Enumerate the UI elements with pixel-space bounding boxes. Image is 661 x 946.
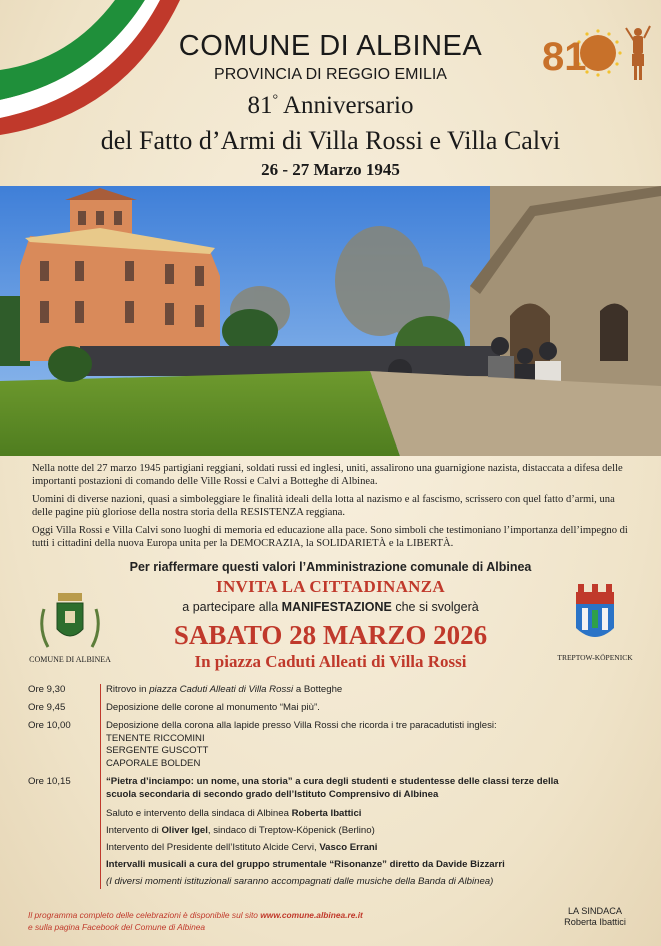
anniversary-title [0,92,661,120]
villa-rossi-photo [0,186,661,456]
desc-text: , sindaco di Treptow-Köpenick (Berlino) [207,825,375,836]
program-divider [100,684,101,889]
program-desc [106,842,636,855]
event-date: SABATO 28 MARZO 2026 [173,620,488,650]
desc-text: Saluto e intervento della sindaca di Albinea [106,808,292,819]
website-link[interactable]: www.comune.albinea.re.it [260,910,363,920]
program-desc [106,825,636,838]
logo-number: 81 [542,35,587,79]
program-desc [106,776,636,801]
speaker-name: Oliver Igel [161,825,208,836]
program-note: (I diversi momenti istituzionali saranno accompagnati dalle musiche della Banda di Albinea) [106,876,494,887]
program-time: Ore 9,30 [28,684,66,695]
paratrooper-name: SERGENTE GUSCOTT [106,745,209,756]
signature-name: Roberta Ibattici [564,917,626,927]
albinea-crest-label: COMUNE DI ALBINEA [29,655,111,664]
desc-text: scuola secondaria di secondo grado dell’Istituto Comprensivo di Albinea [106,788,439,800]
invite-text: che si svolgerà [391,600,479,614]
desc-text: Deposizione della corona alla lapide presso Villa Rossi che ricorda i tre paracadutisti inglesi: [106,720,497,731]
footer-text: Il programma completo delle celebrazioni è disponibile sul sito [28,910,261,920]
program-desc: Intervalli musicali a cura del gruppo strumentale “Risonanze” diretto da Davide Bizzarri [106,859,505,870]
speaker-name: Vasco Errani [319,842,378,853]
invite-event-word: MANIFESTAZIONE [281,600,392,614]
desc-text: Ritrovo in [106,684,150,695]
desc-text: Intervento di [106,825,162,836]
degree-sign: ° [272,92,279,108]
desc-text: a Botteghe [293,684,343,695]
desc-text: “Pietra d’inciampo: un nome, una storia” a cura degli studenti e studentesse delle classi terze della [106,776,559,787]
program-desc: Deposizione delle corone al monumento “Mai più”. [106,702,320,713]
event-place: In piazza Caduti Alleati di Villa Rossi [194,652,467,671]
event-title: del Fatto d’Armi di Villa Rossi e Villa Calvi [100,126,561,155]
province-subtitle: PROVINCIA DI REGGIO EMILIA [214,66,447,83]
anniversary-word: Anniversario [278,92,414,119]
footer-note [28,909,448,933]
invite-text: a partecipare alla [182,600,282,614]
signature [540,906,650,928]
intro-paragraph: Uomini di diverse nazioni, quasi a simboleggiare le finalità ideali della lotta al nazismo e al fascismo, scrissero con quel fatto d’armi, una delle pagine più gloriose della nostra storia della RESISTENZA reggiana. [32,494,615,518]
program-time: Ore 10,00 [28,720,71,731]
program-time: Ore 10,15 [28,776,71,787]
anniversary-number: 81 [247,92,273,119]
signature-title: LA SINDACA [567,906,623,916]
desc-place: piazza Caduti Alleati di Villa Rossi [149,684,294,695]
bagpiper-icon [626,26,650,80]
intro-paragraph: Nella notte del 27 marzo 1945 partigiani reggiani, soldati russi ed inglesi, uniti, assalirono una guarnigione nazista, distaccata a difesa delle importanti postazioni di comando delle Ville Rossi e Calvi a Botteghe di Albinea. [32,463,623,487]
intro-paragraph: Oggi Villa Rossi e Villa Calvi sono luoghi di memoria ed educazione alla pace. Sono simboli che testimoniano l’importanza dell’impegno di tutti i cittadini della nuova Europa unita per la DEMOCRAZIA, la SOLIDARIETÀ e la LIBERTÀ. [32,525,628,549]
paratrooper-name: CAPORALE BOLDEN [106,757,201,769]
invite-lead: Per riaffermare questi valori l’Amministrazione comunale di Albinea [129,560,532,574]
program-desc [106,684,636,697]
mayor-name: Roberta Ibattici [291,808,362,819]
footer-text: e sulla pagina Facebook del Comune di Albinea [28,922,206,932]
invite-heading: INVITA LA CITTADINANZA [216,577,445,596]
program-desc [106,808,636,821]
municipality-title: COMUNE DI ALBINEA [178,30,483,62]
paratrooper-name: TENENTE RICCOMINI [106,732,205,744]
program-desc [106,720,636,770]
treptow-koepenick-crest-icon [572,584,618,644]
event-dates: 26 - 27 Marzo 1945 [261,160,400,179]
81-anniversary-logo [540,20,655,90]
treptow-crest-label: TREPTOW-KÖPENICK [557,653,633,662]
intro-text [32,462,632,555]
desc-text: Intervento del Presidente dell’Istituto Alcide Cervi, [106,842,320,853]
program-time: Ore 9,45 [28,702,66,713]
